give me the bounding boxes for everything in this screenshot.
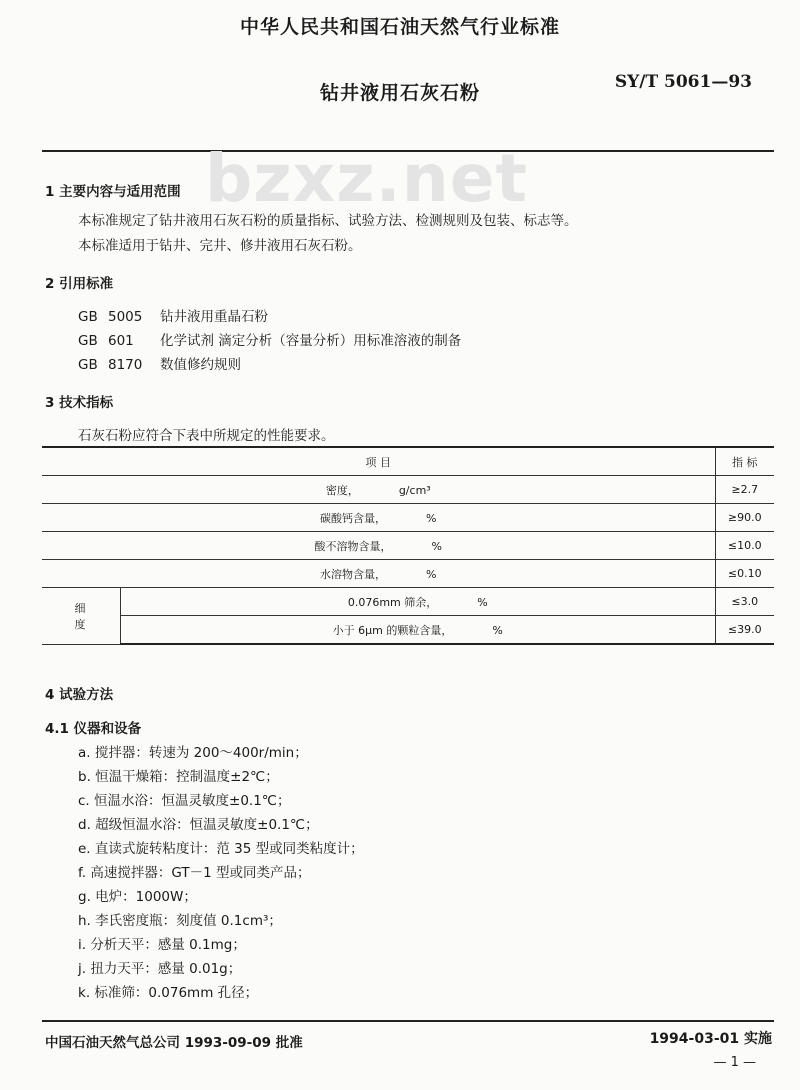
table-header-item: 项 目: [42, 447, 715, 476]
standard-number: SY/T 5061—93: [614, 72, 752, 92]
table-item-cell: 小于 6μm 的颗粒含量， %: [121, 616, 716, 645]
equipment-item: a. 搅拌器：转速为 200～400r/min；: [78, 745, 308, 761]
table-item-cell: 密度， g/cm³: [42, 476, 715, 504]
reference-item: GB 5005 钻井液用重晶石粉: [78, 309, 268, 325]
section-2-heading: 2 引用标准: [45, 276, 114, 292]
table-item-cell: 0.076mm 筛余， %: [121, 588, 716, 616]
table-row: [42, 616, 774, 645]
table-header-row: [42, 447, 774, 476]
table-header-spec: 指 标: [715, 447, 774, 476]
section-1-heading: 1 主要内容与适用范围: [45, 184, 181, 200]
section-4-heading: 4 试验方法: [45, 687, 114, 703]
equipment-item: k. 标准筛：0.076mm 孔径；: [78, 985, 259, 1001]
equipment-item: j. 扭力天平：感量 0.01g；: [78, 961, 242, 977]
table-value-cell: ≤3.0: [715, 588, 774, 616]
table-value-cell: ≥2.7: [715, 476, 774, 504]
table-value-cell: ≤39.0: [715, 616, 774, 645]
page-number: — 1 —: [713, 1055, 756, 1070]
section-1-paragraph-1: 本标准规定了钻井液用石灰石粉的质量指标、试验方法、检测规则及包装、标志等。: [78, 213, 578, 229]
standard-category-title: 中华人民共和国石油天然气行业标准: [239, 16, 560, 38]
equipment-item: h. 李氏密度瓶：刻度值 0.1cm³；: [78, 913, 282, 929]
table-row: [42, 504, 774, 532]
approval-note: 中国石油天然气总公司 1993-09-09 批准: [45, 1035, 303, 1051]
table-row: [42, 476, 774, 504]
table-row: [42, 560, 774, 588]
section-3-intro: 石灰石粉应符合下表中所规定的性能要求。: [78, 428, 335, 444]
table-item-cell: 水溶物含量， %: [42, 560, 715, 588]
equipment-item: i. 分析天平：感量 0.1mg；: [78, 937, 246, 953]
section-3-heading: 3 技术指标: [45, 395, 114, 411]
equipment-item: f. 高速搅拌器：GT－1 型或同类产品；: [78, 865, 311, 881]
table-row: [42, 532, 774, 560]
equipment-item: e. 直读式旋转粘度计：范 35 型或同类粘度计；: [78, 841, 364, 857]
effective-date: 1994-03-01 实施: [649, 1031, 772, 1047]
reference-item: GB 601 化学试剂 滴定分析（容量分析）用标准溶液的制备: [78, 333, 462, 349]
document-title: 钻井液用石灰石粉: [319, 82, 480, 104]
section-1-paragraph-2: 本标准适用于钻井、完井、修井液用石灰石粉。: [78, 238, 362, 254]
equipment-item: c. 恒温水浴：恒温灵敏度±0.1℃；: [78, 793, 291, 809]
section-4-1-heading: 4.1 仪器和设备: [45, 721, 142, 737]
reference-item: GB 8170 数值修约规则: [78, 357, 241, 373]
equipment-item: g. 电炉：1000W；: [78, 889, 197, 905]
table-value-cell: ≤0.10: [715, 560, 774, 588]
equipment-item: d. 超级恒温水浴：恒温灵敏度±0.1℃；: [78, 817, 319, 833]
equipment-item: b. 恒温干燥箱：控制温度±2℃；: [78, 769, 279, 785]
footer-rule: [42, 1020, 774, 1022]
spec-table: [42, 446, 774, 645]
table-item-cell: 碳酸钙含量， %: [42, 504, 715, 532]
fineness-label-cell: 细度: [42, 588, 121, 645]
table-value-cell: ≤10.0: [715, 532, 774, 560]
table-item-cell: 酸不溶物含量， %: [42, 532, 715, 560]
watermark: bzxz.net: [205, 140, 529, 217]
table-value-cell: ≥90.0: [715, 504, 774, 532]
table-row: [42, 588, 774, 616]
